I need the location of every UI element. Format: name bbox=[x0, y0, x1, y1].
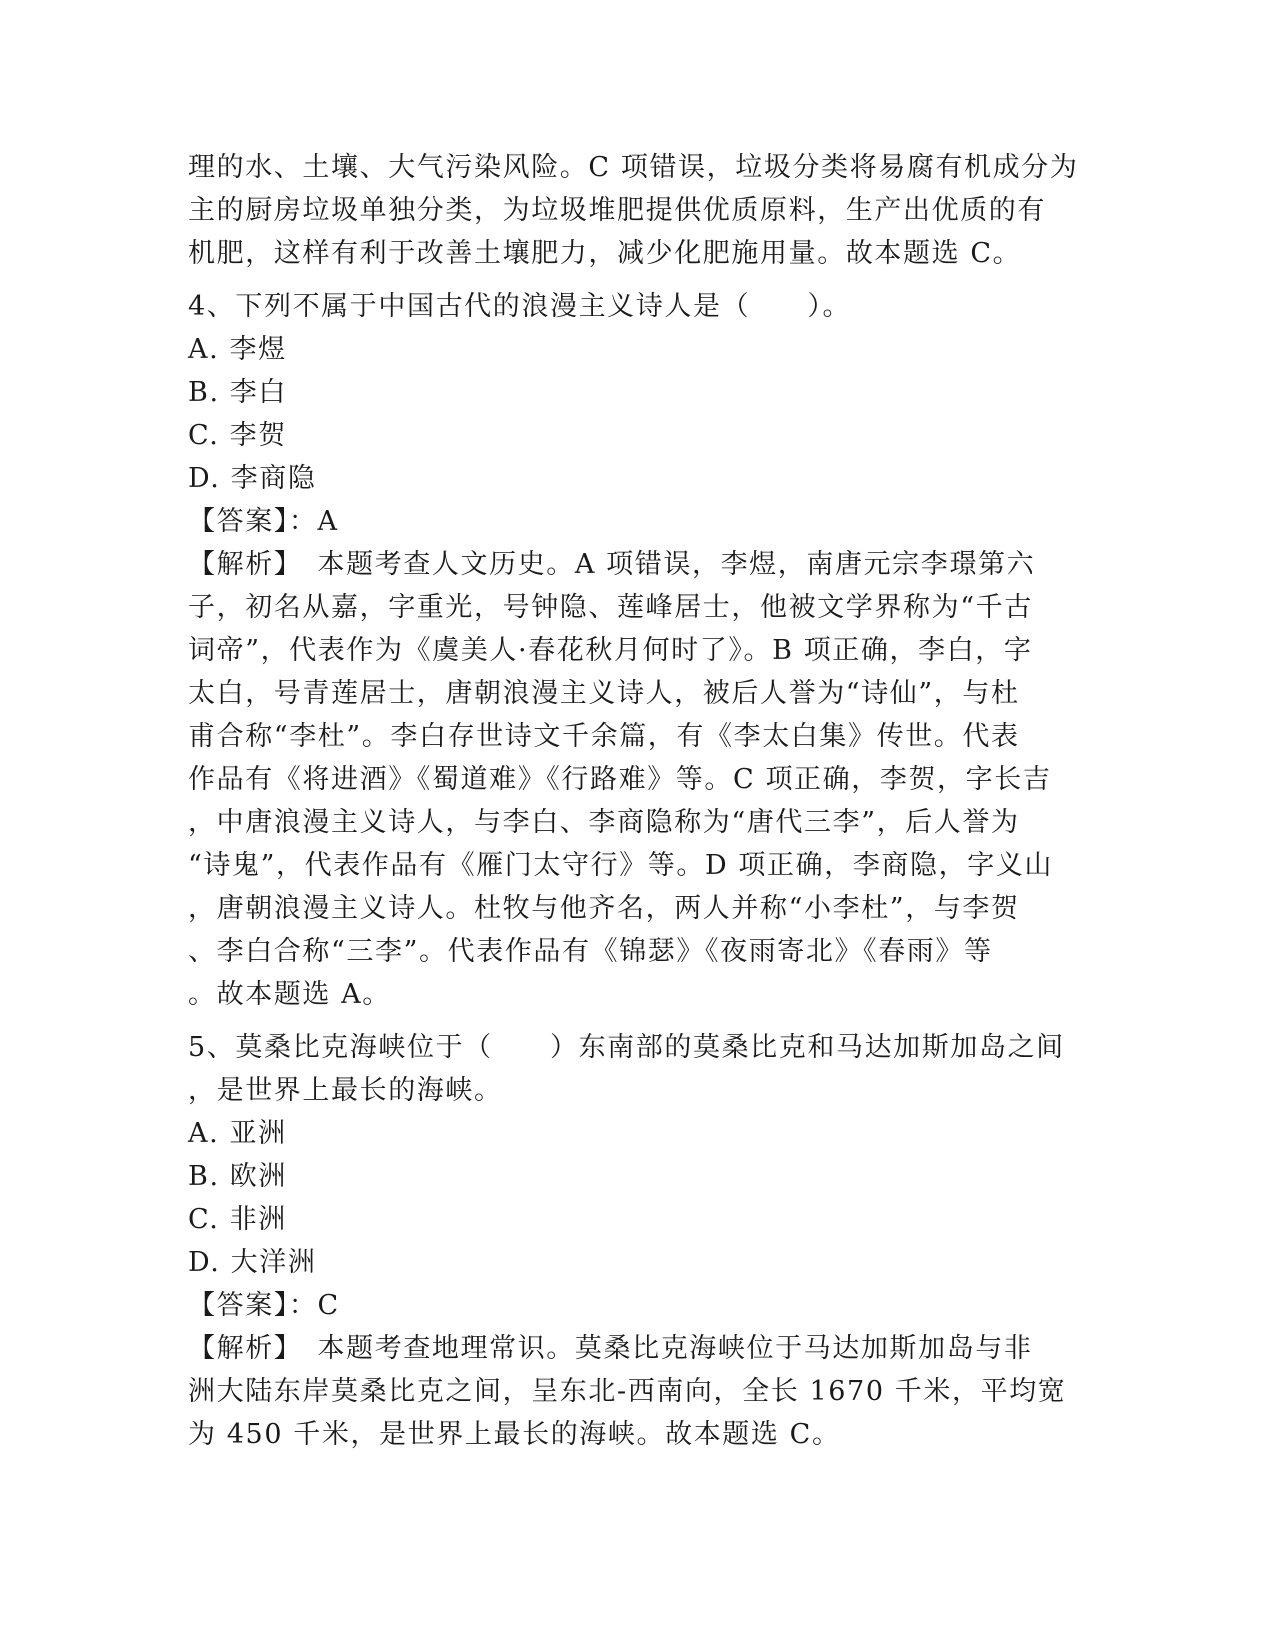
question-stem: 4、下列不属于中国古代的浪漫主义诗人是（ ）。 bbox=[188, 291, 852, 322]
analysis-line: 词帝”，代表作为《虞美人·春花秋月何时了》。B 项正确，李白，字 bbox=[188, 635, 1033, 666]
option-c: C. 非洲 bbox=[188, 1204, 287, 1235]
answer-line: 【答案】：C bbox=[188, 1290, 340, 1321]
intro-paragraph bbox=[188, 146, 1088, 275]
option-b: B. 欧洲 bbox=[188, 1161, 288, 1192]
analysis-line: ，唐朝浪漫主义诗人。杜牧与他齐名，两人并称“小李杜”，与李贺 bbox=[188, 893, 1020, 924]
text-line: 机肥，这样有利于改善土壤肥力，减少化肥施用量。故本题选 C。 bbox=[188, 238, 1022, 269]
option-c: C. 李贺 bbox=[188, 420, 287, 451]
text-line: 主的厨房垃圾单独分类，为垃圾堆肥提供优质原料，生产出优质的有 bbox=[188, 195, 1046, 226]
analysis-line: 子，初名从嘉，字重光，号钟隐、莲峰居士，他被文学界称为“千古 bbox=[188, 592, 1033, 623]
analysis-paragraph bbox=[188, 543, 1088, 1016]
analysis-paragraph bbox=[188, 1327, 1088, 1456]
question-4 bbox=[188, 285, 1088, 1016]
option-b: B. 李白 bbox=[188, 377, 288, 408]
question-stem: 5、莫桑比克海峡位于（ ）东南部的莫桑比克和马达加斯加岛之间 bbox=[188, 1032, 1065, 1063]
analysis-line: 甫合称“李杜”。李白存世诗文千余篇，有《李太白集》传世。代表 bbox=[188, 721, 1020, 752]
analysis-line: 为 450 千米，是世界上最长的海峡。故本题选 C。 bbox=[188, 1419, 841, 1450]
option-a: A. 亚洲 bbox=[188, 1118, 287, 1149]
analysis-line: 太白，号青莲居士，唐朝浪漫主义诗人，被后人誉为“诗仙”，与杜 bbox=[188, 678, 1020, 709]
analysis-line: 【解析】 本题考查人文历史。A 项错误，李煜，南唐元宗李璟第六 bbox=[188, 549, 1036, 580]
option-d: D. 李商隐 bbox=[188, 463, 317, 494]
analysis-line: 洲大陆东岸莫桑比克之间，呈东北-西南向，全长 1670 千米，平均宽 bbox=[188, 1376, 1067, 1407]
answer-line: 【答案】：A bbox=[188, 506, 339, 537]
analysis-line: 【解析】 本题考查地理常识。莫桑比克海峡位于马达加斯加岛与非 bbox=[188, 1333, 1033, 1364]
question-5 bbox=[188, 1026, 1088, 1456]
analysis-line: “诗鬼”，代表作品有《雁门太守行》等。D 项正确，李商隐，字义山 bbox=[188, 850, 1054, 881]
analysis-line: 作品有《将进酒》《蜀道难》《行路难》等。C 项正确，李贺，字长吉 bbox=[188, 764, 1052, 795]
question-stem: ，是世界上最长的海峡。 bbox=[188, 1075, 503, 1106]
analysis-line: ，中唐浪漫主义诗人，与李白、李商隐称为“唐代三李”，后人誉为 bbox=[188, 807, 1020, 838]
option-a: A. 李煜 bbox=[188, 334, 287, 365]
analysis-line: 、李白合称“三李”。代表作品有《锦瑟》《夜雨寄北》《春雨》等 bbox=[188, 936, 993, 967]
option-d: D. 大洋洲 bbox=[188, 1247, 317, 1278]
text-line: 理的水、土壤、大气污染风险。C 项错误，垃圾分类将易腐有机成分为 bbox=[188, 152, 1079, 183]
analysis-line: 。故本题选 A。 bbox=[188, 979, 391, 1010]
document-page bbox=[188, 146, 1088, 1456]
